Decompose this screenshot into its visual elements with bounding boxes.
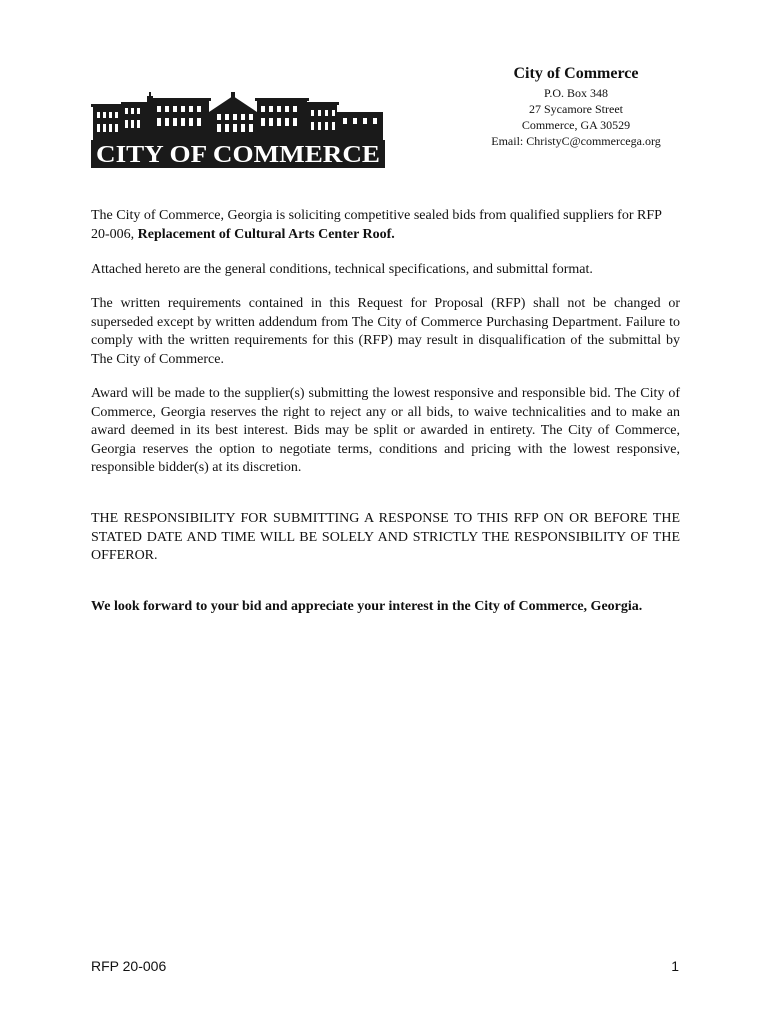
attached-paragraph: Attached hereto are the general conditions, technical specifications, and submittal format.	[91, 262, 593, 277]
intro-text: The City of Commerce, Georgia is soliciting competitive sealed bids from qualified suppliers for RFP 20-006,	[91, 208, 662, 242]
po-box: P.O. Box 348	[543, 86, 608, 100]
street-address: 27 Sycamore Street	[529, 102, 623, 116]
header-title: City of Commerce	[513, 65, 639, 82]
email-address: Email: ChristyC@commercega.org	[491, 134, 661, 148]
city-state-zip: Commerce, GA 30529	[521, 118, 631, 132]
logo-text: CITY OF COMMERCE	[96, 142, 380, 168]
address-block	[470, 64, 682, 149]
award-paragraph: Award will be made to the supplier(s) submitting the lowest responsive and responsible bid. The City of Commerce, Georgia reserves the right to reject any or all bids, to waive technicalities and to make an award deemed in its best interest. Bids may be split or awarded in entirety. The City of Commerce, Georgia reserves the option to negotiate terms, conditions and pricing with the lowest responsive, responsible bidder(s) at its discretion.	[91, 386, 680, 475]
closing-paragraph: We look forward to your bid and appreciate your interest in the City of Commerce, Georgia.	[91, 599, 643, 614]
city-of-commerce-logo	[91, 92, 385, 168]
project-title: Replacement of Cultural Arts Center Roof.	[137, 226, 395, 242]
requirements-paragraph: The written requirements contained in this Request for Proposal (RFP) shall not be changed or superseded except by written addendum from The City of Commerce Purchasing Department. Failure to comply with the written requirements for this (RFP) may result in disqualification of the submittal by The City of Commerce.	[91, 296, 680, 367]
intro-paragraph	[91, 207, 680, 244]
page-number: 1	[671, 958, 679, 974]
footer-doc-id: RFP 20-006	[91, 958, 167, 974]
responsibility-paragraph: THE RESPONSIBILITY FOR SUBMITTING A RESPONSE TO THIS RFP ON OR BEFORE THE STATED DATE AND TIME WILL BE SOLELY AND STRICTLY THE RESPONSIBILITY OF THE OFFEROR.	[91, 511, 680, 563]
